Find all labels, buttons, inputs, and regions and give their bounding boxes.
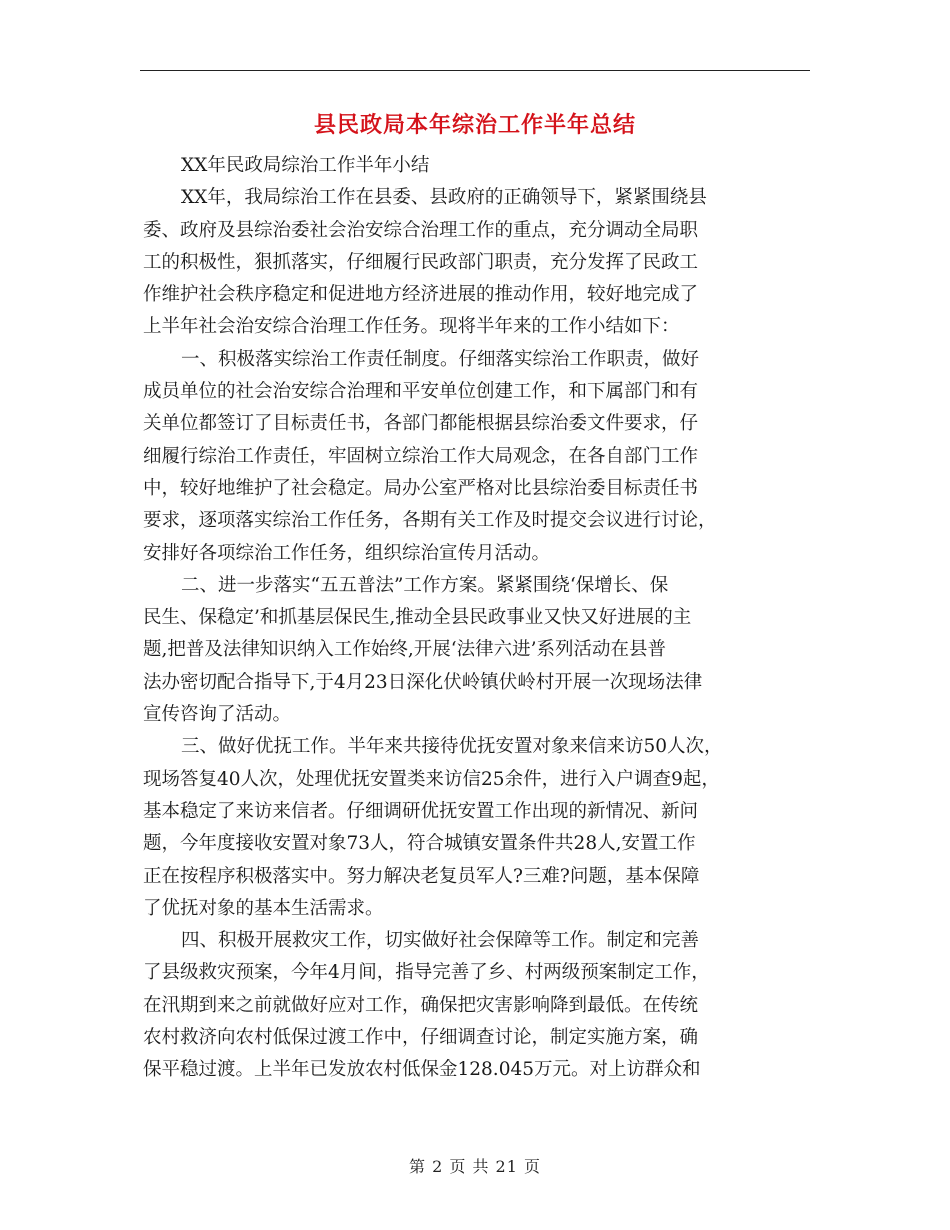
body-line: 了优抚对象的基本生活需求。	[143, 897, 384, 919]
body-line: 宣传咨询了活动。	[143, 704, 292, 726]
body-line: 工的积极性，狠抓落实，仔细履行民政部门职责，充分发挥了民政工	[143, 251, 699, 273]
body-line: 作维护社会秩序稳定和促进地方经济进展的推动作用，较好地完成了	[143, 284, 699, 306]
page-footer: 第 2 页 共 21 页	[409, 1157, 541, 1176]
body-line: 成员单位的社会治安综合治理和平安单位创建工作，和下属部门和有	[143, 381, 699, 403]
header-rule	[140, 70, 810, 71]
body-line: XX年，我局综治工作在县委、县政府的正确领导下，紧紧围绕县	[181, 187, 707, 209]
body-line: 题,把普及法律知识纳入工作始终,开展‘法律六进’系列活动在县普	[143, 639, 667, 661]
body-line: 三、做好优抚工作。半年来共接待优抚安置对象来信来访50人次，	[181, 736, 723, 758]
body-line: 安排好各项综治工作任务，组织综治宣传月活动。	[143, 542, 551, 564]
body-line: 民生、保稳定’和抓基层保民生,推动全县民政事业又快又好进展的主	[143, 607, 692, 629]
document-title: 县民政局本年综治工作半年总结	[313, 112, 636, 138]
body-line: 农村救济向农村低保过渡工作中，仔细调查讨论，制定实施方案，确	[143, 1027, 699, 1049]
body-line: 法办密切配合指导下,于4月23日深化伏岭镇伏岭村开展一次现场法律	[143, 671, 703, 693]
body-line: 在汛期到来之前就做好应对工作，确保把灾害影响降到最低。在传统	[143, 994, 699, 1016]
body-line: 细履行综治工作责任，牢固树立综治工作大局观念，在各自部门工作	[143, 445, 699, 467]
body-line: 二、进一步落实“五五普法”工作方案。紧紧围绕‘保增长、保	[181, 574, 669, 596]
body-line: 正在按程序积极落实中。努力解决老复员军人?三难?问题，基本保障	[143, 865, 700, 887]
body-line: 一、积极落实综治工作责任制度。仔细落实综治工作职责，做好	[181, 348, 700, 370]
body-line: 基本稳定了来访来信者。仔细调研优抚安置工作出现的新情况、新问	[143, 800, 699, 822]
body-line: 了县级救灾预案，今年4月间，指导完善了乡、村两级预案制定工作，	[143, 962, 710, 984]
body-line: 保平稳过渡。上半年已发放农村低保金128.045万元。对上访群众和	[143, 1059, 701, 1081]
body-line: 现场答复40人次，处理优抚安置类来访信25余件，进行入户调查9起，	[143, 768, 720, 790]
body-line: 上半年社会治安综合治理工作任务。现将半年来的工作小结如下：	[143, 316, 680, 338]
document-body	[143, 150, 815, 1087]
body-line: 题，今年度接收安置对象73人，符合城镇安置条件共28人,安置工作	[143, 833, 696, 855]
subtitle-line: XX年民政局综治工作半年小结	[181, 155, 430, 176]
body-line: 要求，逐项落实综治工作任务，各期有关工作及时提交会议进行讨论，	[143, 510, 717, 532]
body-line: 关单位都签订了目标责任书，各部门都能根据县综治委文件要求，仔	[143, 413, 699, 435]
body-line: 委、政府及县综治委社会治安综合治理工作的重点，充分调动全局职	[143, 219, 699, 241]
body-line: 中，较好地维护了社会稳定。局办公室严格对比县综治委目标责任书	[143, 477, 699, 499]
body-line: 四、积极开展救灾工作，切实做好社会保障等工作。制定和完善	[181, 930, 700, 952]
